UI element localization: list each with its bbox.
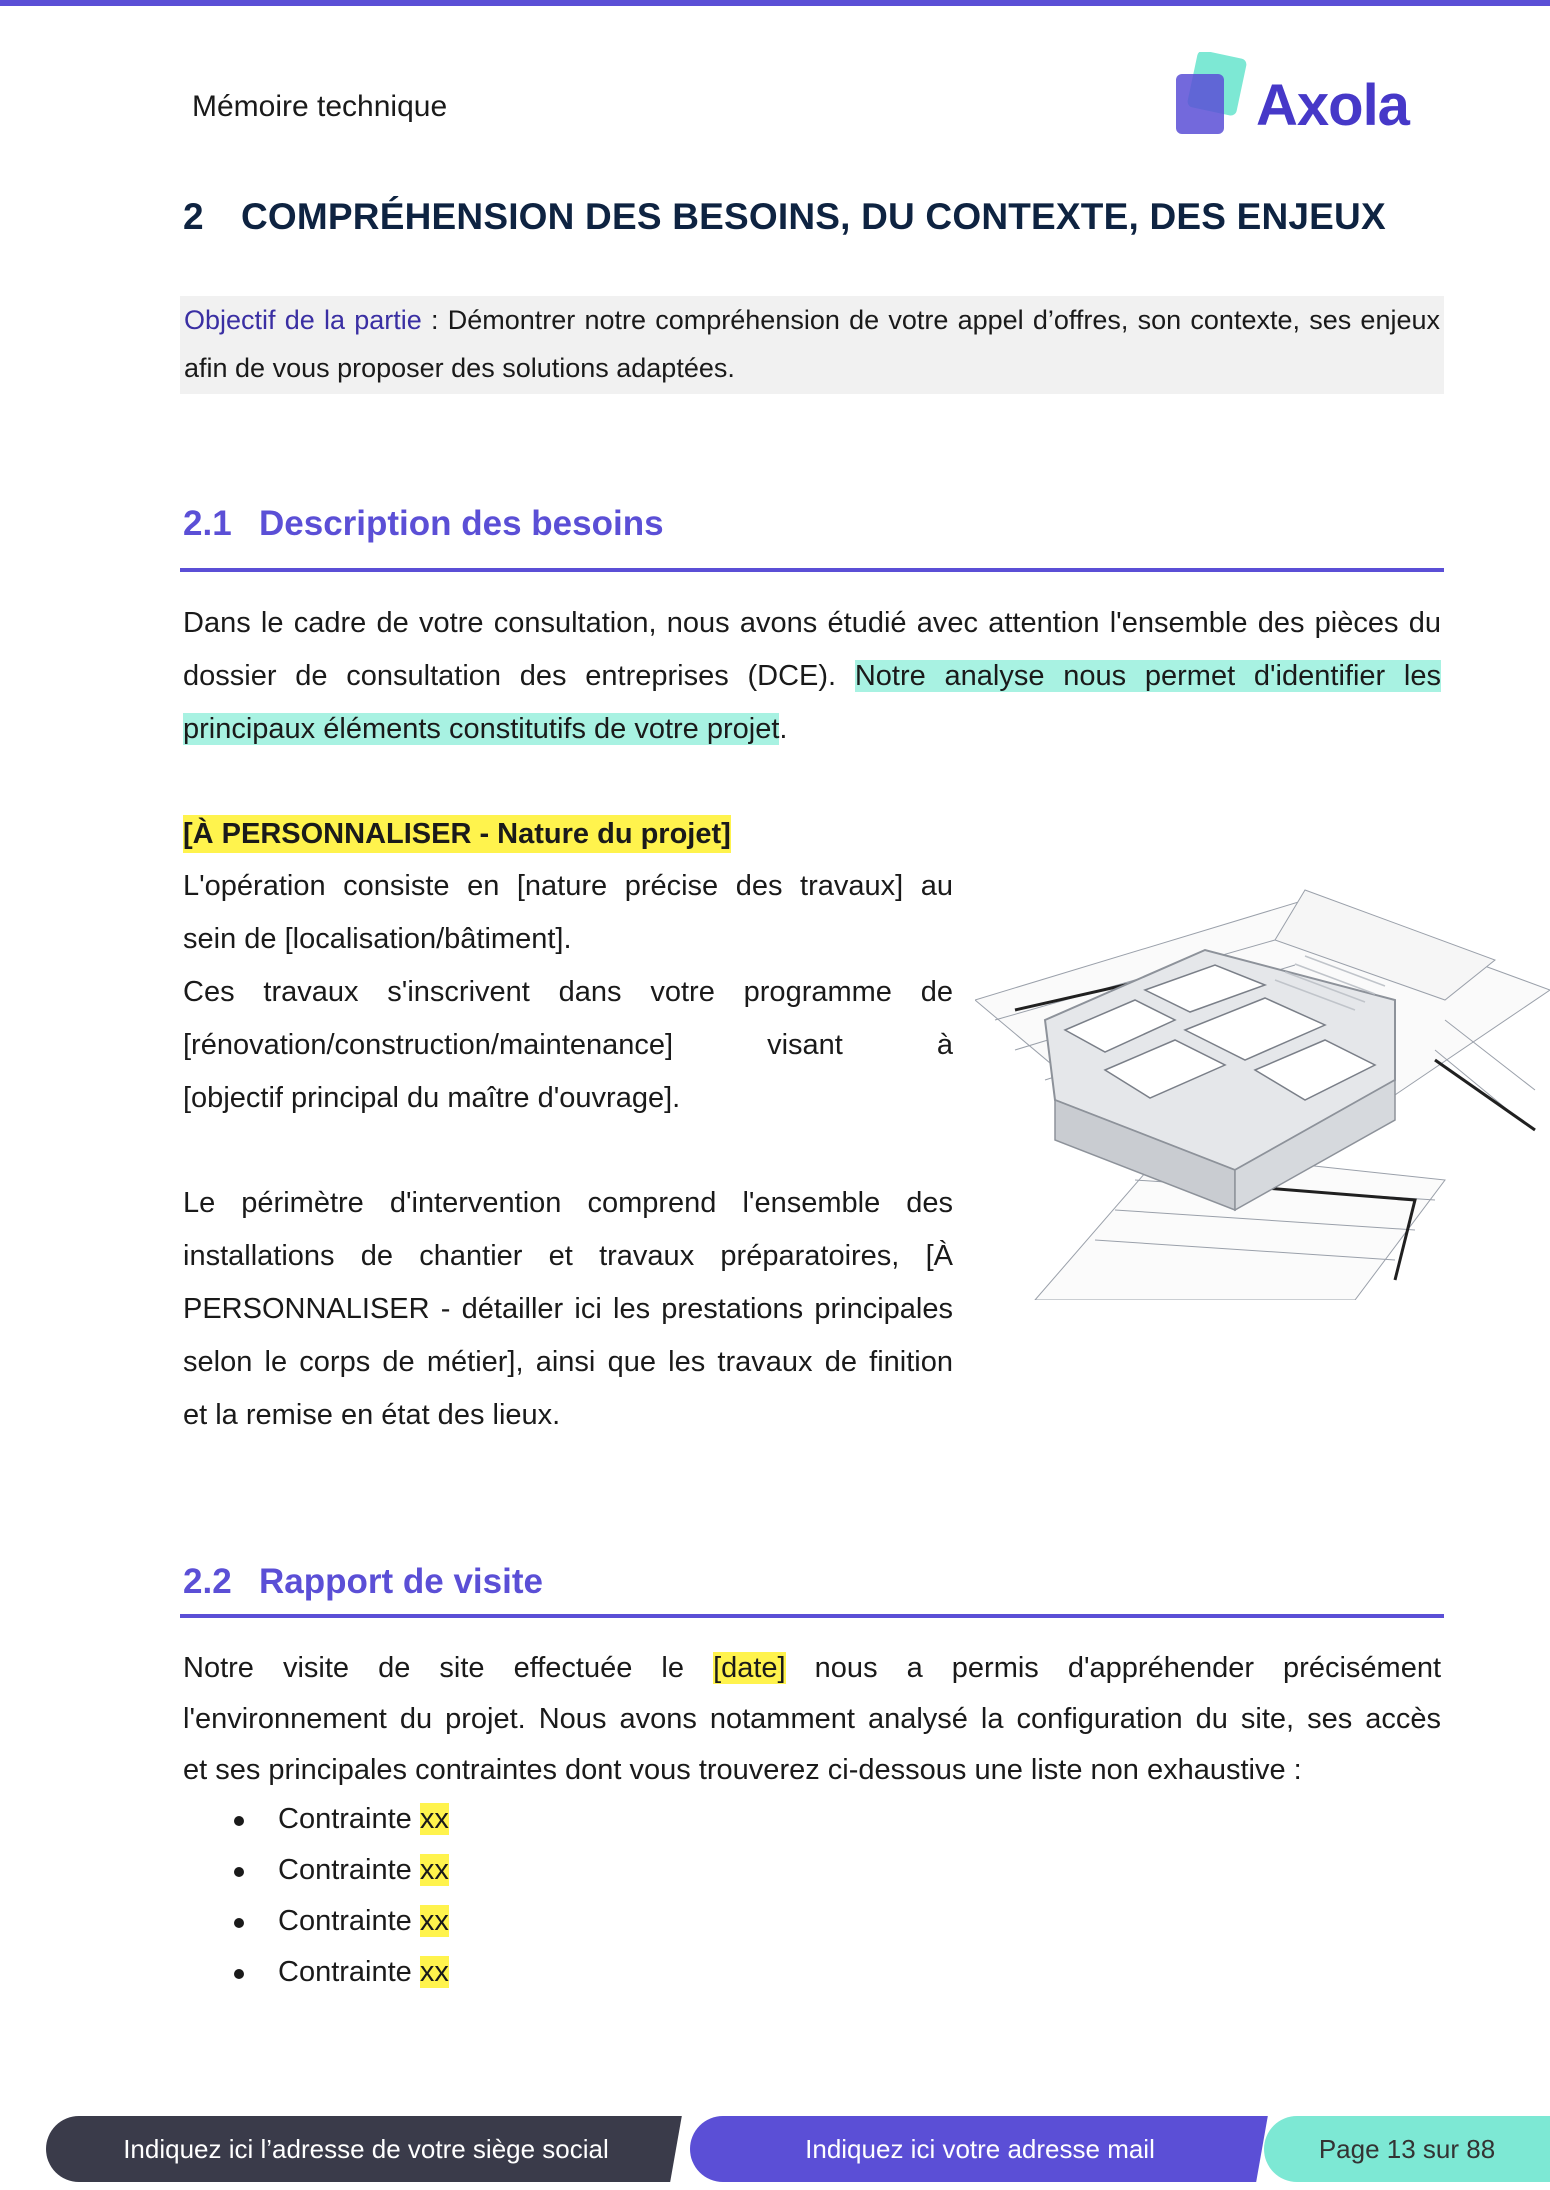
visit-text: nous a permis d'appréhender précisément [785,1652,1442,1684]
intro-highlight: Notre analyse nous permet d'identifier les principaux éléments constitutifs de votre projet [183,660,1441,745]
subsection-heading-2-1 [183,504,664,544]
constraint-placeholder: xx [419,1803,449,1835]
footer-email: Indiquez ici votre adresse mail [690,2116,1270,2182]
nature-label: [À PERSONNALISER - Nature du projet] [183,815,731,853]
scope-paragraph [183,1177,953,1442]
subsection-number: 2.2 [183,1562,232,1601]
text-line: selon le corps de métier], ainsi que les travaux de finition [183,1346,953,1378]
text-line: Le périmètre d'intervention comprend l'ensemble des [183,1187,953,1219]
text-line: l'environnement du projet. Nous avons notamment analysé la configuration du site, ses accès [183,1703,1441,1735]
subsection-rule [180,568,1444,572]
constraint-placeholder: xx [419,1854,449,1886]
objective-box [180,296,1444,394]
constraint-label: Contrainte [278,1803,420,1835]
list-item [230,1794,449,1845]
bullet-icon [234,1867,244,1877]
text-line: installations de chantier et travaux préparatoires, [À [183,1240,953,1272]
logo-mark-icon [1170,52,1260,142]
subsection-number: 2.1 [183,504,232,543]
text-line: et ses principales contraintes dont vous trouverez ci-dessous une liste non exhaustive : [183,1754,1302,1786]
visit-paragraph [183,1643,1441,1796]
subsection-rule [180,1614,1444,1618]
logo-wordmark: Axola [1256,73,1409,138]
document-header-label: Mémoire technique [192,90,448,123]
intro-paragraph [183,597,1441,756]
subsection-heading-2-2 [183,1562,543,1602]
project-description-paragraph [183,860,953,1125]
list-item [230,1845,449,1896]
footer-page-number: Page 13 sur 88 [1264,2116,1550,2182]
text-line: et la remise en état des lieux. [183,1399,561,1431]
intro-end: . [779,713,788,745]
constraint-placeholder: xx [419,1905,449,1937]
subsection-title: Rapport de visite [259,1562,543,1601]
constraint-label: Contrainte [278,1854,420,1886]
bullet-icon [234,1918,244,1928]
subsection-title: Description des besoins [259,504,664,543]
section-title: COMPRÉHENSION DES BESOINS, DU CONTEXTE, DES ENJEUX [241,196,1386,237]
architectural-model-image [975,880,1550,1300]
visit-date-placeholder: [date] [713,1652,786,1684]
text-line: Ces travaux s'inscrivent dans votre programme de [183,976,953,1008]
objective-text: : Démontrer notre compréhension de votre appel d’offres, son contexte, ses enjeux afin de vous proposer des solutions adaptées. [184,305,1440,383]
constraint-placeholder: xx [419,1956,449,1988]
section-number: 2 [183,196,204,237]
footer-address: Indiquez ici l’adresse de votre siège social [46,2116,686,2182]
constraint-label: Contrainte [278,1905,420,1937]
text-line: [objectif principal du maître d'ouvrage]. [183,1082,681,1114]
text-line: L'opération consiste en [nature précise des travaux] au [183,870,953,902]
list-item [230,1947,449,1998]
text-line [183,1643,1441,1694]
text-line: PERSONNALISER - détailler ici les prestations principales [183,1293,953,1325]
intro-text: Dans le cadre de votre consultation, nous avons étudié avec attention l'ensemble des pièces du dossier de consultation des entreprises (DCE). [183,607,1441,692]
section-heading [183,196,1386,238]
text-line: sein de [localisation/bâtiment]. [183,923,572,955]
objective-label: Objectif de la partie [184,305,422,335]
visit-text: Notre visite de site effectuée le [183,1652,714,1684]
bullet-icon [234,1816,244,1826]
constraints-list [230,1794,449,1998]
text-line: [rénovation/construction/maintenance] visant à [183,1029,953,1061]
bullet-icon [234,1969,244,1979]
axola-logo [1170,52,1430,142]
list-item [230,1896,449,1947]
constraint-label: Contrainte [278,1956,420,1988]
top-accent-bar [0,0,1550,6]
